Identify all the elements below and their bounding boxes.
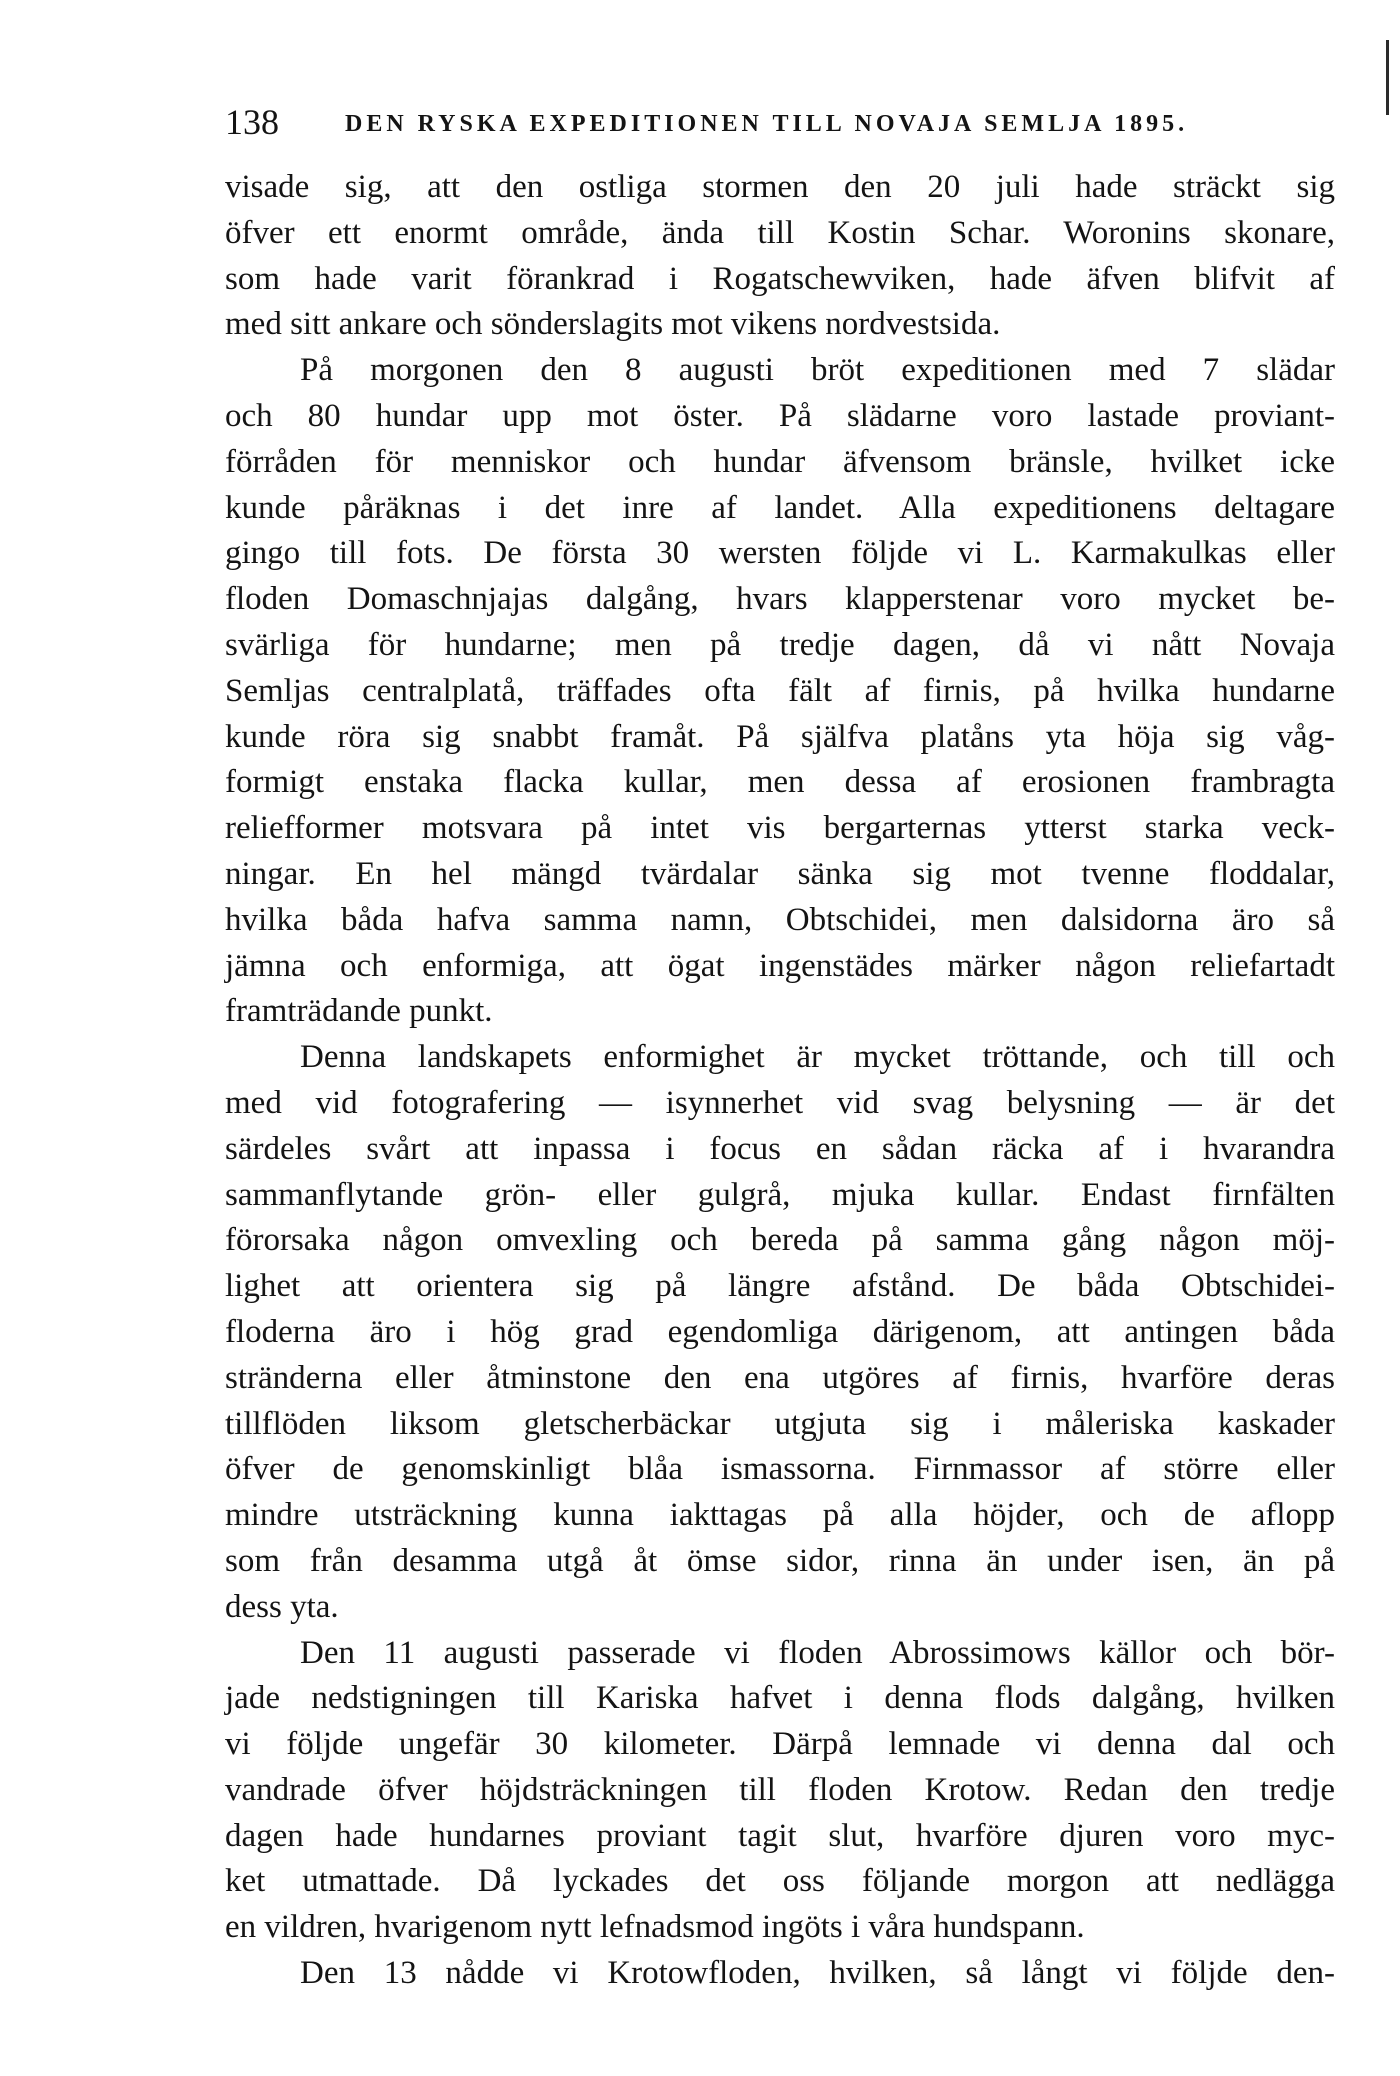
- text-line: Semljas centralplatå, träffades ofta fält af firnis, på hvilka hundarne: [225, 672, 1335, 709]
- text-line: öfver de genomskinligt blåa ismassorna. Firnmassor af större eller: [225, 1451, 1335, 1488]
- running-title: DEN RYSKA EXPEDITIONEN TILL NOVAJA SEMLJA 1895.: [345, 111, 1189, 137]
- text-line: en vildren, hvarigenom nytt lefnadsmod ingöts i våra hundspann.: [225, 1909, 1085, 1946]
- text-line: dess yta.: [225, 1588, 339, 1625]
- text-line: kunde påräknas i det inre af landet. Alla expeditionens deltagare: [225, 489, 1335, 526]
- text-line: dagen hade hundarnes proviant tagit slut, hvarföre djuren voro myc-: [225, 1817, 1335, 1854]
- paragraph-start-line: Denna landskapets enformighet är mycket tröttande, och till och: [300, 1039, 1335, 1076]
- text-line: floderna äro i hög grad egendomliga därigenom, att antingen båda: [225, 1313, 1335, 1350]
- text-line: jämna och enformiga, att ögat ingenstädes märker någon reliefartadt: [225, 947, 1335, 984]
- text-line: framträdande punkt.: [225, 993, 493, 1030]
- text-line: reliefformer motsvara på intet vis bergarternas ytterst starka veck-: [225, 810, 1335, 847]
- text-line: svärliga för hundarne; men på tredje dagen, då vi nått Novaja: [225, 626, 1335, 663]
- text-line: ket utmattade. Då lyckades det oss följande morgon att nedlägga: [225, 1863, 1335, 1900]
- text-line: floden Domaschnjajas dalgång, hvars klapperstenar voro mycket be-: [225, 581, 1335, 618]
- page-number: 138: [225, 102, 279, 142]
- text-line: med sitt ankare och sönderslagits mot vikens nordvestsida.: [225, 306, 1001, 343]
- text-line: stränderna eller åtminstone den ena utgöres af firnis, hvarföre deras: [225, 1359, 1335, 1396]
- paragraph-start-line: Den 13 nådde vi Krotowfloden, hvilken, så långt vi följde den-: [300, 1955, 1335, 1992]
- text-line: särdeles svårt att inpassa i focus en sådan räcka af i hvarandra: [225, 1130, 1335, 1167]
- text-line: visade sig, att den ostliga stormen den 20 juli hade sträckt sig: [225, 169, 1335, 205]
- scan-edge-mark: [1386, 40, 1389, 115]
- text-line: ningar. En hel mängd tvärdalar sänka sig mot tvenne floddalar,: [225, 855, 1335, 892]
- text-line: öfver ett enormt område, ända till Kostin Schar. Woronins skonare,: [225, 214, 1335, 251]
- body-text: [225, 165, 1335, 1997]
- text-line: som från desamma utgå åt ömse sidor, rinna än under isen, än på: [225, 1542, 1335, 1579]
- paragraph-start-line: Den 11 augusti passerade vi floden Abrossimows källor och bör-: [300, 1634, 1335, 1671]
- text-line: med vid fotografering — isynnerhet vid svag belysning — är det: [225, 1084, 1335, 1121]
- text-line: mindre utsträckning kunna iakttagas på alla höjder, och de aflopp: [225, 1497, 1335, 1534]
- text-line: och 80 hundar upp mot öster. På slädarne voro lastade proviant-: [225, 397, 1335, 434]
- text-line: tillflöden liksom gletscherbäckar utgjuta sig i måleriska kaskader: [225, 1405, 1335, 1442]
- text-line: formigt enstaka flacka kullar, men dessa af erosionen frambragta: [225, 764, 1335, 801]
- text-line: jade nedstigningen till Kariska hafvet i denna flods dalgång, hvilken: [225, 1680, 1335, 1717]
- text-line: gingo till fots. De första 30 wersten följde vi L. Karmakulkas eller: [225, 535, 1335, 572]
- text-line: kunde röra sig snabbt framåt. På själfva platåns yta höja sig våg-: [225, 718, 1335, 755]
- text-line: vandrade öfver höjdsträckningen till floden Krotow. Redan den tredje: [225, 1771, 1335, 1808]
- text-line: förråden för menniskor och hundar äfvensom bränsle, hvilket icke: [225, 443, 1335, 480]
- running-header: [225, 100, 1335, 144]
- paragraph-start-line: På morgonen den 8 augusti bröt expeditionen med 7 slädar: [300, 352, 1335, 389]
- text-line: hvilka båda hafva samma namn, Obtschidei, men dalsidorna äro så: [225, 901, 1335, 938]
- text-line: sammanflytande grön- eller gulgrå, mjuka kullar. Endast firnfälten: [225, 1176, 1335, 1213]
- text-line: vi följde ungefär 30 kilometer. Därpå lemnade vi denna dal och: [225, 1726, 1335, 1763]
- text-line: som hade varit förankrad i Rogatschewviken, hade äfven blifvit af: [225, 260, 1335, 297]
- text-line: lighet att orientera sig på längre afstånd. De båda Obtschidei-: [225, 1268, 1335, 1305]
- text-line: förorsaka någon omvexling och bereda på samma gång någon möj-: [225, 1222, 1335, 1259]
